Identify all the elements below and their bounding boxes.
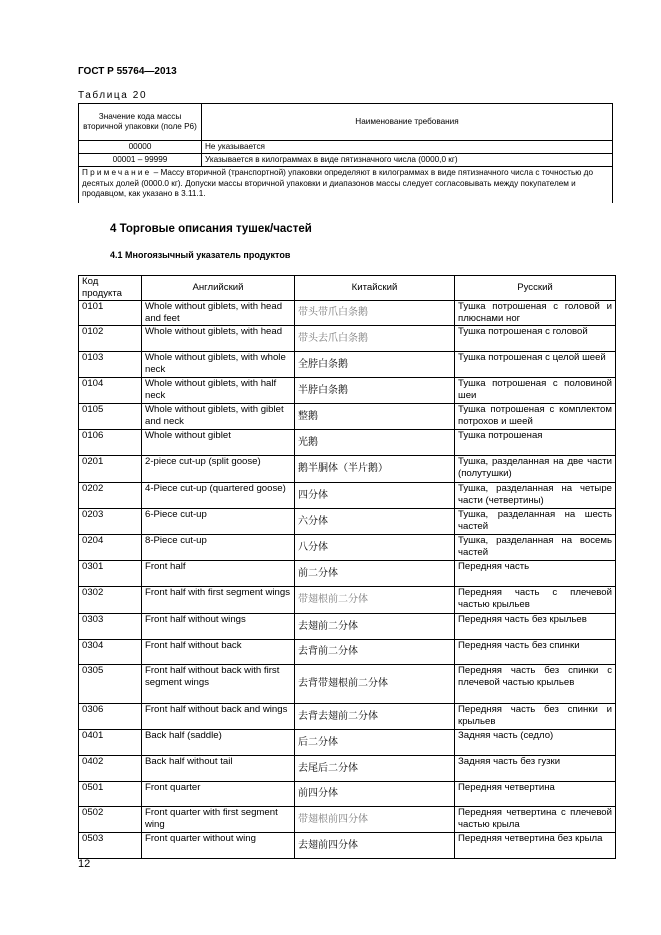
table-row (79, 404, 616, 430)
table-20-col2-header: Наименование требования (202, 104, 613, 141)
chinese-name-cell: 前四分体 (295, 782, 455, 807)
english-name-cell: Front half (142, 561, 295, 587)
english-name-cell: 4-Piece cut-up (quartered goose) (142, 483, 295, 509)
russian-name-cell: Тушка потрошеная с комплектом потрохов и шеей (455, 404, 616, 430)
chinese-name-cell: 八分体 (295, 535, 455, 561)
table-row (79, 430, 616, 456)
table-20-note-row (79, 167, 613, 203)
table-row (79, 141, 613, 154)
product-code-cell: 0105 (79, 404, 142, 430)
russian-name-cell: Передняя часть (455, 561, 616, 587)
russian-name-cell: Задняя часть без гузки (455, 756, 616, 782)
product-code-cell: 0503 (79, 833, 142, 859)
russian-name-cell: Тушка потрошеная с целой шеей (455, 352, 616, 378)
table-row (79, 756, 616, 782)
chinese-column-header: Китайский (295, 276, 455, 301)
chinese-name-cell: 去背去翅前二分体 (295, 704, 455, 730)
table-20 (78, 103, 613, 203)
table-row (79, 378, 616, 404)
product-code-cell: 0402 (79, 756, 142, 782)
russian-name-cell: Передняя четвертина без крыла (455, 833, 616, 859)
russian-name-cell: Тушка потрошеная с головой (455, 326, 616, 352)
english-name-cell: 8-Piece cut-up (142, 535, 295, 561)
chinese-name-cell: 去尾后二分体 (295, 756, 455, 782)
chinese-name-cell: 光鹅 (295, 430, 455, 456)
english-name-cell: Front quarter with first segment wing (142, 807, 295, 833)
english-name-cell: Back half without tail (142, 756, 295, 782)
russian-name-cell: Тушка, разделанная на четыре части (четвертины) (455, 483, 616, 509)
russian-name-cell: Передняя часть без спинки с плечевой частью крыльев (455, 665, 616, 704)
chinese-name-cell: 前二分体 (295, 561, 455, 587)
product-code-cell: 0502 (79, 807, 142, 833)
russian-name-cell: Тушка, разделанная на две части (полутушки) (455, 456, 616, 483)
russian-name-cell: Передняя часть без спинки и крыльев (455, 704, 616, 730)
product-code-cell: 0501 (79, 782, 142, 807)
english-name-cell: Front quarter without wing (142, 833, 295, 859)
table-20-header-row (79, 104, 613, 141)
table-row (79, 154, 613, 167)
product-index-table (78, 275, 616, 859)
russian-name-cell: Тушка, разделанная на шесть частей (455, 509, 616, 535)
product-code-cell: 0203 (79, 509, 142, 535)
note-text: – Массу вторичной (транспортной) упаковки определяют в килограммах в виде пятизначного числа с точностью до десятых долей (0000.0 кг). Допуски массы вторичной упаковки и диапазонов массы следует согласовывать между покупателем и продавцом, как указано в 3.11.1. (82, 168, 594, 198)
code-column-header: Код продукта (79, 276, 142, 301)
table-20-caption: Таблица 20 (78, 90, 148, 101)
product-code-cell: 0202 (79, 483, 142, 509)
table-row (79, 561, 616, 587)
product-code-cell: 0301 (79, 561, 142, 587)
document-header: ГОСТ Р 55764—2013 (78, 66, 177, 77)
section-4-1-title: 4.1 Многоязычный указатель продуктов (110, 250, 291, 260)
english-name-cell: 6-Piece cut-up (142, 509, 295, 535)
english-name-cell: 2-piece cut-up (split goose) (142, 456, 295, 483)
english-name-cell: Whole without giblets, with head and feet (142, 301, 295, 326)
chinese-name-cell: 去背前二分体 (295, 640, 455, 665)
russian-name-cell: Тушка потрошеная (455, 430, 616, 456)
english-name-cell: Front half with first segment wings (142, 587, 295, 614)
russian-name-cell: Передняя четвертина (455, 782, 616, 807)
mass-code-cell: 00000 (79, 141, 202, 154)
table-row (79, 665, 616, 704)
table-row (79, 807, 616, 833)
product-code-cell: 0303 (79, 614, 142, 640)
table-20-note (79, 167, 613, 203)
section-4-title: 4 Торговые описания тушек/частей (110, 223, 312, 235)
chinese-name-cell: 后二分体 (295, 730, 455, 756)
russian-name-cell: Передняя четвертина с плечевой частью крыла (455, 807, 616, 833)
product-code-cell: 0302 (79, 587, 142, 614)
english-name-cell: Whole without giblets, with giblet and neck (142, 404, 295, 430)
english-name-cell: Whole without giblets, with head (142, 326, 295, 352)
chinese-name-cell: 四分体 (295, 483, 455, 509)
requirement-cell: Не указывается (202, 141, 613, 154)
russian-name-cell: Задняя часть (седло) (455, 730, 616, 756)
requirement-cell: Указывается в килограммах в виде пятизначного числа (0000,0 кг) (202, 154, 613, 167)
russian-name-cell: Передняя часть без спинки (455, 640, 616, 665)
product-code-cell: 0204 (79, 535, 142, 561)
product-code-cell: 0101 (79, 301, 142, 326)
english-column-header: Английский (142, 276, 295, 301)
table-row (79, 730, 616, 756)
chinese-name-cell: 带翅根前二分体 (295, 587, 455, 614)
chinese-name-cell: 全脖白条鹅 (295, 352, 455, 378)
english-name-cell: Front half without back with first segment wings (142, 665, 295, 704)
note-label: Примечание (82, 168, 152, 177)
table-row (79, 535, 616, 561)
chinese-name-cell: 半脖白条鹅 (295, 378, 455, 404)
product-code-cell: 0304 (79, 640, 142, 665)
chinese-name-cell: 去翅前二分体 (295, 614, 455, 640)
product-code-cell: 0104 (79, 378, 142, 404)
english-name-cell: Whole without giblet (142, 430, 295, 456)
chinese-name-cell: 带头带爪白条鹅 (295, 301, 455, 326)
mass-code-cell: 00001 – 99999 (79, 154, 202, 167)
table-row (79, 301, 616, 326)
product-table-header-row (79, 276, 616, 301)
chinese-name-cell: 带翅根前四分体 (295, 807, 455, 833)
english-name-cell: Back half (saddle) (142, 730, 295, 756)
table-row (79, 326, 616, 352)
chinese-name-cell: 六分体 (295, 509, 455, 535)
table-row (79, 704, 616, 730)
page-number: 12 (78, 858, 91, 870)
table-row (79, 509, 616, 535)
product-code-cell: 0305 (79, 665, 142, 704)
english-name-cell: Front half without back (142, 640, 295, 665)
english-name-cell: Whole without giblets, with whole neck (142, 352, 295, 378)
russian-column-header: Русский (455, 276, 616, 301)
chinese-name-cell: 带头去爪白条鹅 (295, 326, 455, 352)
product-code-cell: 0401 (79, 730, 142, 756)
russian-name-cell: Тушка потрошеная с головой и плюснами ног (455, 301, 616, 326)
product-code-cell: 0103 (79, 352, 142, 378)
table-20-col1-header: Значение кода массы вторичной упаковки (поле Р6) (79, 104, 202, 141)
russian-name-cell: Передняя часть без крыльев (455, 614, 616, 640)
table-row (79, 614, 616, 640)
english-name-cell: Front half without wings (142, 614, 295, 640)
table-row (79, 782, 616, 807)
table-row (79, 587, 616, 614)
chinese-name-cell: 鹅半胴体（半片鹅） (295, 456, 455, 483)
table-row (79, 456, 616, 483)
product-code-cell: 0201 (79, 456, 142, 483)
russian-name-cell: Тушка, разделанная на восемь частей (455, 535, 616, 561)
product-code-cell: 0106 (79, 430, 142, 456)
russian-name-cell: Передняя часть с плечевой частью крыльев (455, 587, 616, 614)
chinese-name-cell: 整鹅 (295, 404, 455, 430)
english-name-cell: Front half without back and wings (142, 704, 295, 730)
english-name-cell: Front quarter (142, 782, 295, 807)
table-row (79, 640, 616, 665)
table-row (79, 483, 616, 509)
chinese-name-cell: 去翅前四分体 (295, 833, 455, 859)
chinese-name-cell: 去背带翅根前二分体 (295, 665, 455, 704)
table-row (79, 352, 616, 378)
english-name-cell: Whole without giblets, with half neck (142, 378, 295, 404)
table-row (79, 833, 616, 859)
russian-name-cell: Тушка потрошеная с половиной шеи (455, 378, 616, 404)
product-code-cell: 0102 (79, 326, 142, 352)
product-code-cell: 0306 (79, 704, 142, 730)
